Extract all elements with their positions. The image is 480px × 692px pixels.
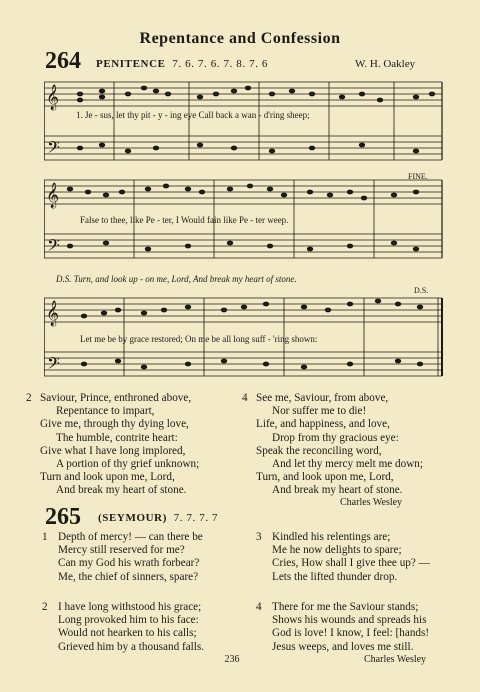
- page-number: 236: [224, 654, 240, 665]
- stanza-line: And let thy mercy melt me down;: [272, 458, 423, 471]
- meter: 7. 7. 7. 7: [173, 512, 219, 524]
- stanza-line: Give me, through thy dying love,: [40, 418, 189, 431]
- stanza-264-2: [26, 392, 245, 498]
- stanza-265-4: [256, 601, 452, 654]
- lyrics-system-3: Let me be by grace restored; On me be all long suff - 'ring shown:: [80, 334, 318, 344]
- stanza-line: Speak the reconciling word,: [256, 444, 382, 457]
- stanza-line: Give what I have long implored,: [40, 444, 186, 457]
- lyrics-system-1: 1. Je - sus, let thy pit - y - ing eye Call back a wan - d'ring sheep;: [76, 110, 310, 120]
- stanza-line: Life, and happiness, and love,: [256, 418, 390, 431]
- stanza-line: And break my heart of stone.: [272, 484, 403, 497]
- stanza-number: 1: [42, 531, 48, 543]
- stanza-line: Shows his wounds and spreads his: [272, 614, 427, 627]
- stanza-line: Long provoked him to his face:: [58, 614, 199, 627]
- stanza-line: Repentance to impart,: [56, 405, 155, 418]
- lyrics-system-2: False to thee, like Pe - ter, I Would fain like Pe - ter weep.: [80, 215, 289, 225]
- stanza-265-2: [42, 601, 238, 654]
- stanza-line: And break my heart of stone.: [56, 484, 187, 497]
- tune-info-265: [98, 512, 218, 524]
- stanza-265-3: [256, 531, 452, 584]
- stanza-264-4: [242, 392, 456, 498]
- stanza-line: The humble, contrite heart:: [56, 431, 178, 444]
- tune-name: (SEYMOUR): [98, 512, 167, 524]
- stanza-line: Mercy still reserved for me?: [58, 544, 185, 557]
- stanza-line: Me, the chief of sinners, spare?: [58, 570, 199, 583]
- author-265: Charles Wesley: [364, 654, 427, 665]
- stanza-number: 2: [26, 392, 32, 404]
- stanza-line: Saviour, Prince, enthroned above,: [40, 392, 192, 404]
- stanza-265-1: [42, 531, 238, 584]
- stanza-line: Cries, How shall I give thee up? —: [272, 557, 430, 570]
- stanza-number: 4: [242, 392, 248, 404]
- svg-text:𝄞: 𝄞: [46, 84, 60, 109]
- stanza-line: Jesus weeps, and loves me still.: [272, 640, 414, 653]
- stanza-line: Depth of mercy! — can there be: [58, 531, 203, 543]
- hymn-number-265: 265: [45, 504, 81, 530]
- hymn-number-264: 264: [45, 48, 81, 74]
- composer: W. H. Oakley: [355, 58, 416, 70]
- stanza-line: Would not hearken to his calls;: [58, 627, 197, 640]
- lyrics-system-2-ds: D.S. Turn, and look up - on me, Lord, And break my heart of stone.: [56, 274, 297, 284]
- stanza-line: I have long withstood his grace;: [58, 601, 202, 613]
- stanza-number: 3: [256, 531, 262, 543]
- svg-text:𝄢: 𝄢: [47, 355, 60, 377]
- fine-marker: FINE.: [408, 172, 428, 181]
- stanza-line: Can my God his wrath forbear?: [58, 557, 200, 570]
- stanza-number: 2: [42, 601, 48, 613]
- stanza-line: God is love! I know, I feel: [hands!: [272, 627, 430, 640]
- svg-text:𝄢: 𝄢: [47, 237, 60, 259]
- stanza-line: Nor suffer me to die!: [272, 405, 367, 418]
- svg-text:𝄞: 𝄞: [46, 182, 60, 207]
- music-system-1: [44, 78, 444, 174]
- stanza-line: Kindled his relentings are;: [272, 531, 391, 543]
- tune-info-264: [96, 58, 268, 70]
- stanza-line: Me he now delights to spare;: [272, 544, 402, 557]
- section-title: Repentance and Confession: [139, 30, 341, 47]
- stanza-line: A portion of thy grief unknown;: [56, 458, 200, 471]
- ds-marker: D.S.: [414, 286, 429, 295]
- meter: 7. 6. 7. 6. 7. 8. 7. 6: [172, 58, 268, 70]
- stanza-line: Turn and look upon me, Lord,: [40, 471, 175, 484]
- stanza-line: There for me the Saviour stands;: [272, 601, 419, 613]
- stanza-line: Lets the lifted thunder drop.: [272, 570, 398, 583]
- svg-text:𝄢: 𝄢: [47, 139, 60, 161]
- tune-name: PENITENCE: [96, 58, 166, 70]
- stanza-line: Turn, and look upon me, Lord,: [256, 471, 394, 484]
- svg-text:𝄞: 𝄞: [46, 300, 60, 325]
- stanza-line: Grieved him by a thousand falls.: [58, 640, 205, 653]
- stanza-number: 4: [256, 601, 262, 613]
- author-264: Charles Wesley: [340, 497, 403, 508]
- stanza-line: Drop from thy gracious eye:: [272, 431, 399, 444]
- stanza-line: See me, Saviour, from above,: [256, 392, 389, 404]
